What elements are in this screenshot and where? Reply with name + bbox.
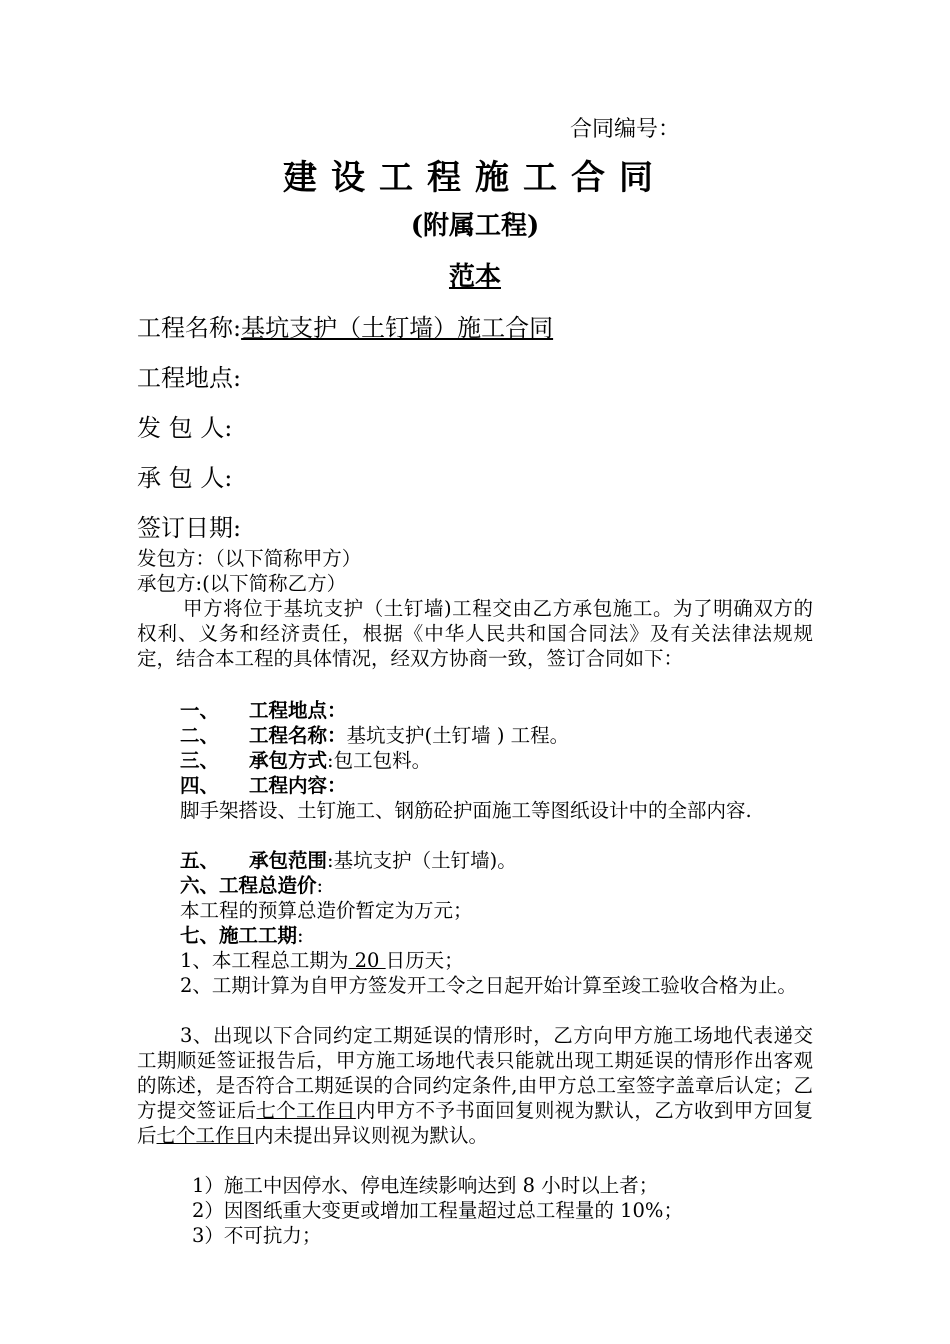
sub-item-2: 2）因图纸重大变更或增加工程量超过总工程量的 10%； <box>192 1199 683 1222</box>
item-3-days-2: 七个工作日 <box>156 1124 255 1147</box>
article-4 <box>180 773 347 798</box>
project-location-label: 工程地点: <box>137 364 242 392</box>
project-name-field <box>137 308 553 343</box>
article-2 <box>180 723 569 748</box>
article-3-number: 三、 <box>180 749 220 772</box>
article-5-value: :基坑支护（土钉墙)。 <box>327 849 517 872</box>
article-3-title: 承包方式 <box>249 749 328 772</box>
article-2-title: 工程名称： <box>249 724 347 747</box>
article-5-number: 五、 <box>180 849 220 872</box>
article-3-value: :包工包料。 <box>327 749 432 772</box>
party-b-line: 承包方:(以下简称乙方） <box>137 572 347 595</box>
contractor-label: 承 包 人: <box>137 464 233 492</box>
sample-label: 范本 <box>448 262 501 292</box>
party-a-line: 发包方：（以下简称甲方） <box>137 547 362 570</box>
article-7-item-2: 2、工期计算为自甲方签发开工令之日起开始计算至竣工验收合格为止。 <box>180 974 797 997</box>
item-3-part-3: 内未提出异议则视为默认。 <box>254 1124 489 1147</box>
sub-item-1: 1）施工中因停水、停电连续影响达到 8 小时以上者； <box>192 1174 659 1197</box>
item-1-suffix: 日历天； <box>385 949 464 972</box>
sign-date-label: 签订日期: <box>137 514 242 542</box>
article-4-title: 工程内容： <box>249 774 347 797</box>
article-7-item-1 <box>180 948 464 973</box>
article-7-title: 七、施工工期 <box>180 924 298 947</box>
article-3 <box>180 748 431 773</box>
item-3-part-1: 3、出现以下合同约定工期延误的情形时，乙方向甲方施工场地代表递交工期顺延签证报告后，甲方施工场地代表只能就出现工期延误的情形作出客观的陈述，是否符合工期延误的合同约定条件,由甲方总工室签字盖章后认定；乙方提交签证后 <box>137 1024 813 1122</box>
item-3-days-1: 七个工作日 <box>256 1099 356 1122</box>
article-2-number: 二、 <box>180 724 220 747</box>
article-2-value: 基坑支护(土钉墙 ) 工程。 <box>346 724 570 747</box>
item-1-days: 20 <box>348 949 386 972</box>
article-5 <box>180 848 517 873</box>
article-4-content: 脚手架搭设、土钉施工、钢筋砼护面施工等图纸设计中的全部内容. <box>180 799 752 822</box>
article-6-content: 本工程的预算总造价暂定为万元； <box>180 899 473 922</box>
article-1 <box>180 698 347 723</box>
contract-number-label: 合同编号： <box>570 117 681 142</box>
document-title: 建设工程施工合同 <box>283 158 667 198</box>
project-name-value: 基坑支护（土钉墙）施工合同 <box>241 314 554 342</box>
article-7-item-3 <box>137 1023 813 1148</box>
article-1-number: 一、 <box>180 699 220 722</box>
item-1-prefix: 1、本工程总工期为 <box>180 949 349 972</box>
intro-paragraph: 甲方将位于基坑支护（土钉墙)工程交由乙方承包施工。为了明确双方的权利、义务和经济责任，根据《中华人民共和国合同法》及有关法律法规规定，结合本工程的具体情况，经双方协商一致，签订合同如下： <box>137 597 813 670</box>
project-name-label: 工程名称: <box>137 314 242 342</box>
article-5-title: 承包范围 <box>249 849 328 872</box>
article-4-number: 四、 <box>180 774 220 797</box>
article-6-colon: : <box>316 874 324 897</box>
article-6-title: 六、工程总造价 <box>180 874 317 897</box>
document-subtitle: (附属工程) <box>410 211 540 241</box>
article-7 <box>180 923 304 948</box>
sub-item-3: 3）不可抗力； <box>192 1224 322 1247</box>
item-3-part-2: 内甲方不予书面回复则视为默认，乙方收到甲方回复后 <box>137 1099 813 1147</box>
article-7-colon: : <box>297 924 304 947</box>
article-1-title: 工程地点： <box>249 699 347 722</box>
employer-label: 发 包 人: <box>137 414 233 442</box>
article-6 <box>180 873 323 898</box>
